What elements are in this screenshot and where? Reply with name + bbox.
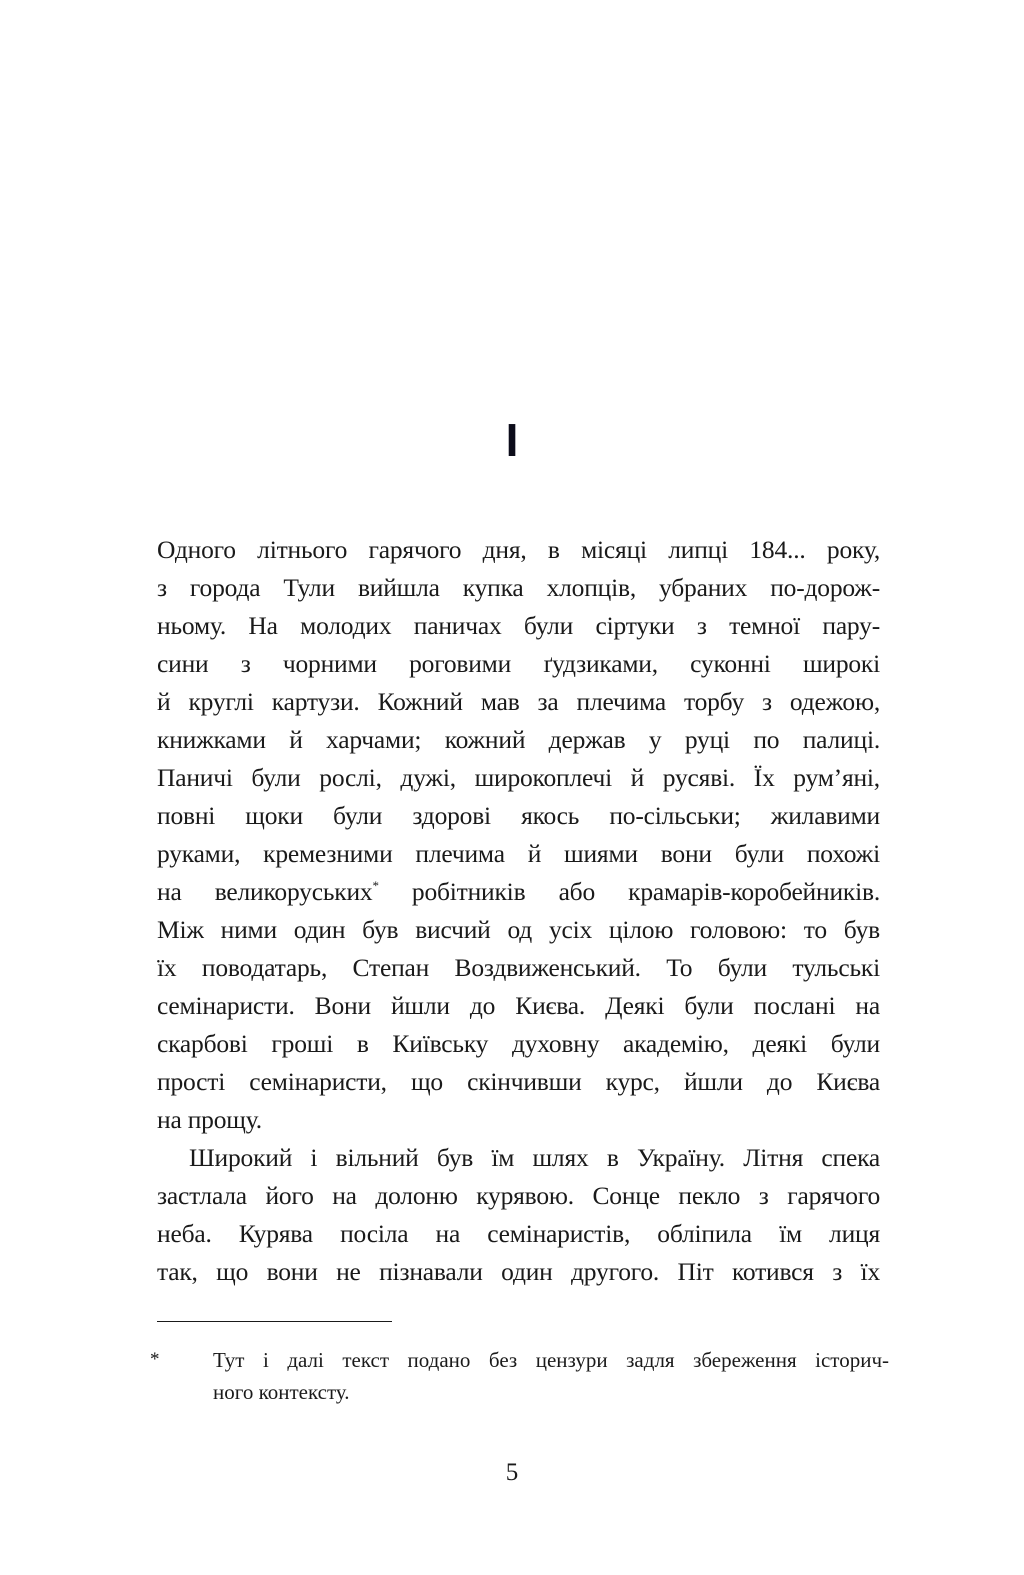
text-line: неба. Курява посіла на семінаристів, обліпила їм лиця bbox=[157, 1219, 880, 1248]
text-line: їх поводатарь, Степан Воздвиженський. То були тульські bbox=[157, 953, 880, 982]
footnote-marker: * bbox=[150, 1349, 160, 1370]
text-line-with-footnote bbox=[157, 873, 880, 911]
text-line: з города Тули вийшла купка хлопців, убраних по-дорож- bbox=[157, 573, 880, 602]
text-line: Одного літнього гарячого дня, в місяці липці 184... року, bbox=[157, 535, 880, 564]
footnote-line: ного контексту. bbox=[213, 1380, 350, 1404]
text-line: ньому. На молодих паничах були сіртуки з темної пару- bbox=[157, 611, 880, 640]
page-number: 5 bbox=[505, 1459, 519, 1486]
text-line: на прощу. bbox=[157, 1105, 262, 1134]
chapter-heading: I bbox=[505, 414, 519, 466]
text-line: прості семінаристи, що скінчивши курс, йшли до Києва bbox=[157, 1067, 880, 1096]
text-line: семінаристи. Вони йшли до Києва. Деякі були послані на bbox=[157, 991, 880, 1020]
text-line: сини з чорними роговими ґудзиками, суконні широкі bbox=[157, 649, 880, 678]
footnote-divider bbox=[157, 1321, 392, 1322]
text-line: застлала його на долоню курявою. Сонце пекло з гарячого bbox=[157, 1181, 880, 1210]
text-line: Широкий і вільний був їм шлях в Україну. Літня спека bbox=[189, 1143, 880, 1172]
text-line: Паничі були рослі, дужі, широкоплечі й русяві. Їх рум’яні, bbox=[157, 763, 880, 792]
footnote-reference[interactable]: * bbox=[372, 878, 379, 893]
text-line: руками, кремезними плечима й шиями вони були похожі bbox=[157, 839, 880, 868]
paragraph-1 bbox=[157, 531, 880, 1139]
text-line: скарбові гроші в Київську духовну академію, деякі були bbox=[157, 1029, 880, 1058]
text-line: Між ними один був висчий од усіх цілою головою: то був bbox=[157, 915, 880, 944]
footnote-text bbox=[213, 1344, 889, 1408]
footnote-line: Тут і далі текст подано без цензури задля збереження історич- bbox=[213, 1348, 889, 1372]
text-segment: на великоруських bbox=[157, 877, 373, 906]
text-line: повні щоки були здорові якось по-сільськи; жилавими bbox=[157, 801, 880, 830]
body-text bbox=[157, 531, 880, 1291]
text-line: книжками й харчами; кожний держав у руці по палиці. bbox=[157, 725, 880, 754]
text-line: так, що вони не пізнавали один другого. Піт котився з їх bbox=[157, 1257, 880, 1286]
text-line: й круглі картузи. Кожний мав за плечима торбу з одежою, bbox=[157, 687, 880, 716]
text-segment: робітників або крамарів-коробейників. bbox=[378, 877, 880, 906]
paragraph-2 bbox=[157, 1139, 880, 1291]
